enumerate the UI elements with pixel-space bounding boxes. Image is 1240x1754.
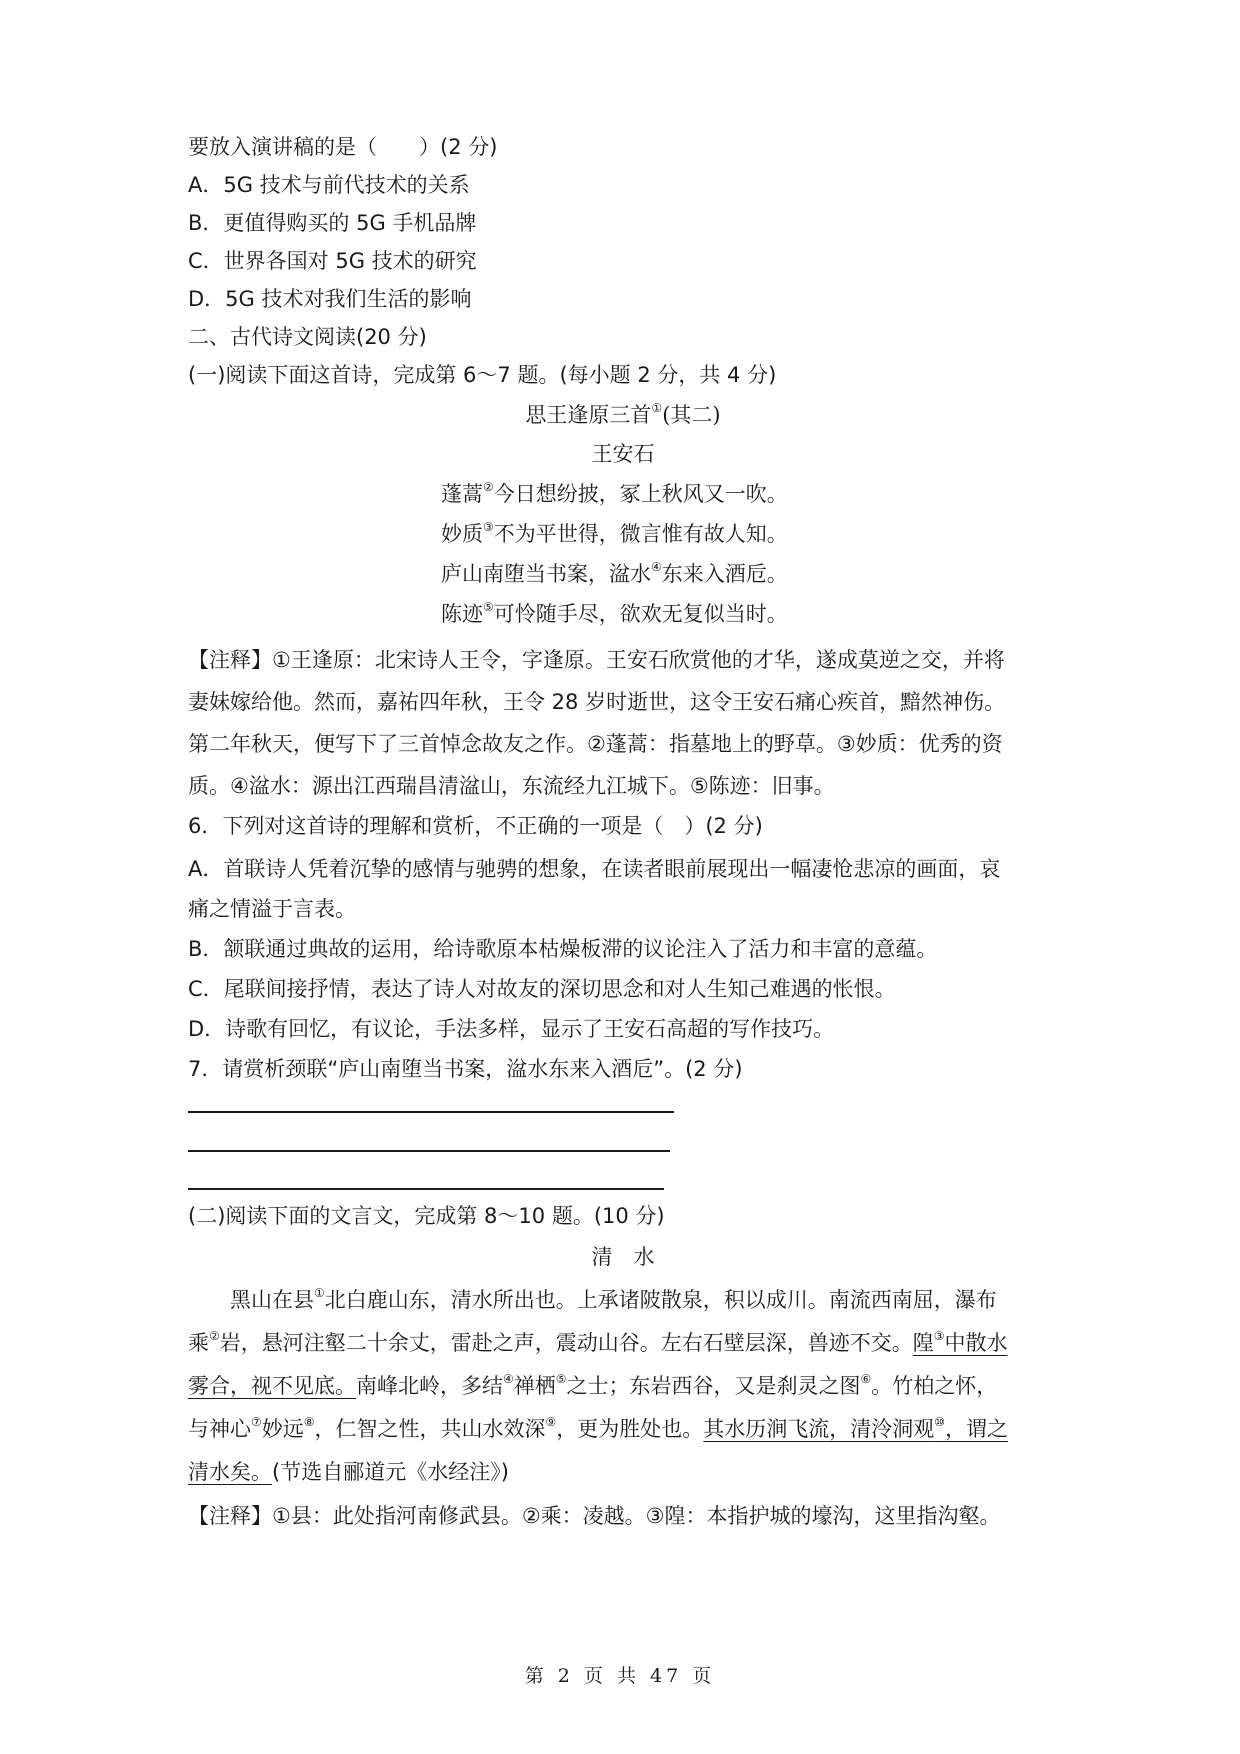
underlined-sentence-2: 其水历涧飞流，清泠洞观⑩，谓之	[703, 1415, 1009, 1441]
q5-option-c: C．世界各国对 5G 技术的研究	[188, 249, 477, 273]
poem-note-line-1: 【注释】①王逢原：北宋诗人王令，字逢原。王安石欣赏他的才华，遂成莫逆之交，并将	[188, 648, 1005, 672]
q6-stem: 6．下列对这首诗的理解和赏析，不正确的一项是（ ）(2 分)	[188, 814, 763, 838]
answer-line-1[interactable]	[188, 1111, 674, 1113]
q7-stem: 7．请赏析颈联“庐山南堕当书案，湓水东来入酒卮”。(2 分)	[188, 1057, 743, 1081]
poem-line-3: 庐山南堕当书案，湓水④东来入酒卮。	[441, 560, 788, 586]
prose-notes: 【注释】①县：此处指河南修武县。②乘：凌越。③隍：本指护城的壕沟，这里指沟壑。	[188, 1504, 1001, 1528]
prose-line-4: 与神心⑦妙远⑧，仁智之性，共山水效深⑨，更为胜处也。其水历涧飞流，清泠洞观⑩，谓之	[188, 1415, 1009, 1441]
underlined-sentence-2-end: 清水矣。	[188, 1460, 272, 1484]
q5-option-b: B．更值得购买的 5G 手机品牌	[188, 211, 477, 235]
poem-title: 思王逢原三首①(其二)	[525, 401, 721, 427]
poem-line-4: 陈迹⑤可怜随手尽，欲欢无复似当时。	[441, 600, 788, 626]
poem-note-line-2: 妻妹嫁给他。然而，嘉祐四年秋，王令 28 岁时逝世，这令王安石痛心疾首，黯然神伤。	[188, 690, 1006, 714]
underlined-sentence-1-end: 雾合，视不见底。	[188, 1374, 356, 1398]
q6-option-b: B．颔联通过典故的运用，给诗歌原本枯燥板滞的议论注入了活力和丰富的意蕴。	[188, 937, 938, 961]
q6-option-c: C．尾联间接抒情，表达了诗人对故友的深切思念和对人生知己难遇的怅恨。	[188, 977, 896, 1001]
q6-option-a: A．首联诗人凭着沉挚的感情与驰骋的想象，在读者眼前展现出一幅凄怆悲凉的画面，哀	[188, 857, 1001, 881]
prose-line-2: 乘②岩，悬河注壑二十余丈，雷赴之声，震动山谷。左右石壁层深，兽迹不交。隍③中散水	[188, 1329, 1008, 1355]
footnote-marker: ①	[651, 401, 663, 415]
q6-option-a-cont: 痛之情溢于言表。	[188, 897, 356, 921]
prose-line-3: 雾合，视不见底。南峰北岭，多结④禅栖⑤之士；东岩西谷，又是刹灵之图⑥。竹柏之怀，	[188, 1372, 998, 1398]
underlined-sentence-1: 隍③中散水	[912, 1329, 1008, 1355]
prose-title: 清 水	[591, 1245, 655, 1269]
q5-option-d: D．5G 技术对我们生活的影响	[188, 287, 472, 311]
answer-line-2[interactable]	[188, 1150, 670, 1152]
prose-source: (节选自郦道元《水经注》)	[272, 1460, 509, 1484]
poem-line-2: 妙质③不为平世得，微言惟有故人知。	[441, 520, 788, 546]
prose-line-5	[188, 1458, 1058, 1486]
part2-instruction: (二)阅读下面的文言文，完成第 8～10 题。(10 分)	[188, 1204, 665, 1228]
part1-instruction: (一)阅读下面这首诗，完成第 6～7 题。(每小题 2 分，共 4 分)	[188, 363, 777, 387]
poem-author: 王安石	[591, 442, 655, 466]
section-heading: 二、古代诗文阅读(20 分)	[188, 325, 427, 349]
prose-line-1: 黑山在县①北白鹿山东，清水所出也。上承诸陂散泉，积以成川。南流西南屈，瀑布	[230, 1286, 997, 1312]
poem-note-line-4: 质。④湓水：源出江西瑞昌清湓山，东流经九江城下。⑤陈迹：旧事。	[188, 774, 835, 798]
page-footer: 第 2 页 共 47 页	[524, 1665, 716, 1687]
poem-note-line-3: 第二年秋天，便写下了三首悼念故友之作。②蓬蒿：指墓地上的野草。③妙质：优秀的资	[188, 732, 1003, 756]
answer-line-3[interactable]	[188, 1188, 664, 1190]
q6-option-d: D．诗歌有回忆，有议论，手法多样，显示了王安石高超的写作技巧。	[188, 1017, 835, 1041]
q5-stem: 要放入演讲稿的是（ ）(2 分)	[188, 135, 498, 159]
q5-option-a: A．5G 技术与前代技术的关系	[188, 173, 470, 197]
poem-line-1: 蓬蒿②今日想纷披，冢上秋风又一吹。	[441, 480, 788, 506]
